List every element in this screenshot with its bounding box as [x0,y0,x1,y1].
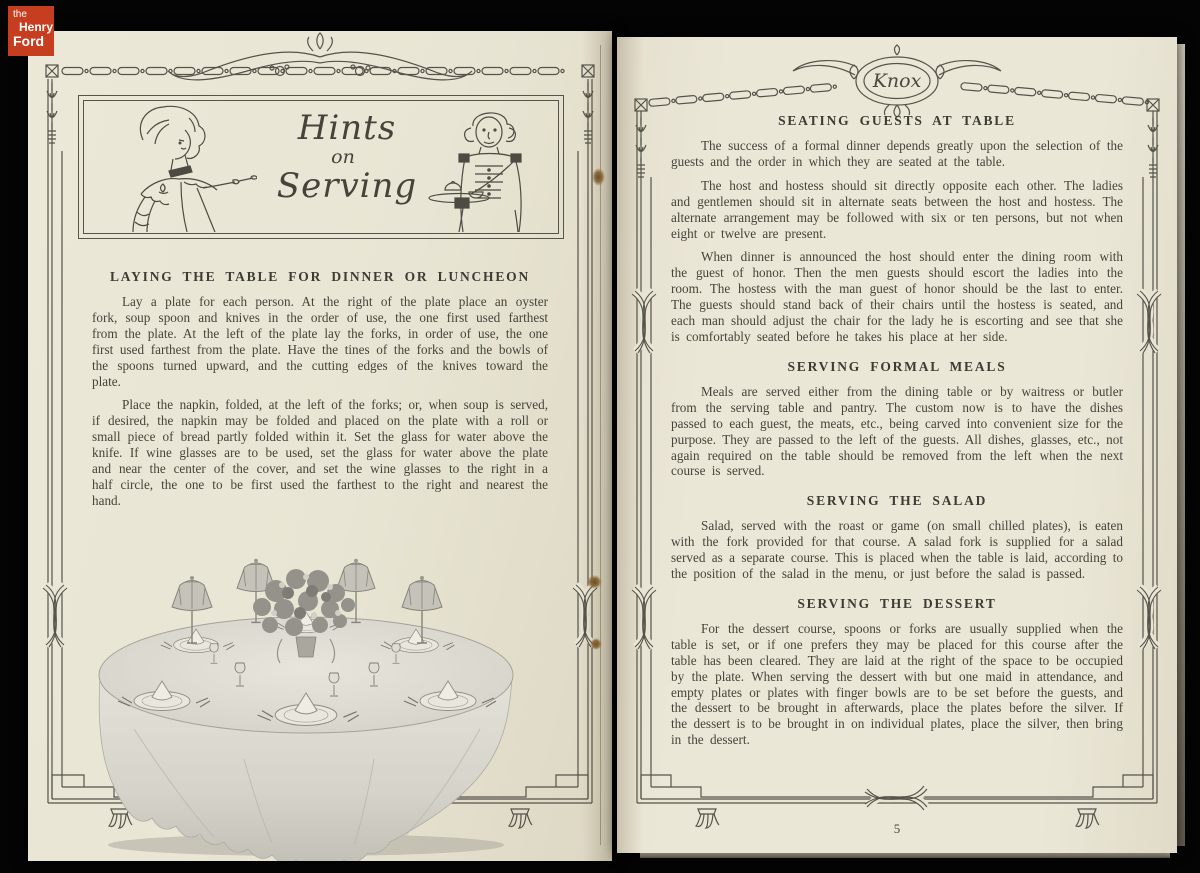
page-stack-edge-bottom [640,853,1170,858]
footman-illustration [425,102,555,234]
binding-stitch-spot [587,575,602,589]
section-heading-seating-guests: SEATING GUESTS AT TABLE [778,113,1016,128]
paragraph: Place the napkin, folded, at the left of the forks; or, when soup is served, if desired, the napkin may be folded and placed on the plate with a roll or small piece of bread partly folded within it. Set the glass for water above the knife. If wine glasses are to be used, set the glass for water above the plate and near the center of the cover, and set the wine glasses to the right in a half circle, the one to be first used the farthest to the right and nearest the hand. [92,397,548,508]
title-line-1: Hints [297,108,397,148]
watermark-the: the [13,9,27,20]
section-heading-laying-the-table: LAYING THE TABLE FOR DINNER OR LUNCHEON [109,269,530,284]
paragraph: Salad, served with the roast or game (on small chilled plates), is eaten with the fork provided for that course. A salad fork is supplied for a salad served as a separate course. This is placed when the table is laid, according to the position of the salad in the menu, or just before the salad is passed. [671,518,1123,582]
title-line-3: Serving [276,166,418,206]
watermark-ford: Ford [13,33,45,49]
paragraph: Lay a plate for each person. At the right of the plate place an oyster fork, soup spoon and knives in the order of use, the one first used farthest from the plate. At the left of the plate lay the forks, in order of use, the one first used farthest from the plate. Have the tines of the forks and the bowls of the spoons turned upward, and the cutting edges of the knives toward the plate. [92,294,548,389]
page-stack-edge [1177,44,1185,846]
set-table-photograph [44,529,568,861]
page-title [257,108,437,206]
right-page [617,37,1177,853]
henry-ford-watermark [8,6,54,56]
title-line-2: on [331,146,355,168]
page-number: 5 [893,821,901,836]
watermark-henry: Henry [19,20,54,34]
left-page-text-column [92,269,548,517]
binding-stitch-spot [590,638,602,650]
paragraph: When dinner is announced the host should enter the dining room with the guest of honor. Then the men guests should escort the ladies into the room. The hostess with the man guest of honor should be the last to enter. The guests should stand back of their chairs until the hostess is seated, and each man should adjust the chair for the lady he is escorting and see that she is comfortably seated before he takes his place at her side. [671,249,1123,344]
lady-illustration [85,100,257,234]
hints-on-serving-header-box [78,95,564,239]
left-page [28,31,612,861]
paragraph: Meals are served either from the dining table or by waitress or butler from the serving table and pantry. The custom now is to have the dishes passed to each guest, the meats, etc., being carved into convenient size for the purpose. They are passed to the left of the guests. All dishes, glasses, etc., not again required on the table should be removed from the left when the next course is served. [671,383,1123,479]
paragraph: For the dessert course, spoons or forks are usually supplied when the table is set, or if one prefers they may be placed for this course after the table has been cleared. They are laid at the right of the space to be occupied by the plate. When serving the dessert with but one maid in attendance, and empty plates or plates with finger bowls are to be set before the guests, and the dessert to be brought in afterwards, place the plates before the silver. If the dessert is to be brought in on individual plates, place the silver, then bring in the dessert. [671,620,1123,748]
binding-stitch-spot [592,168,605,186]
section-heading-serving-the-salad: SERVING THE SALAD [806,493,988,509]
right-page-text-column [671,113,1123,756]
binding-thread [600,45,601,845]
knox-brand-cartouche-text: Knox [872,70,922,92]
paragraph: The success of a formal dinner depends greatly upon the selection of the guests and the order in which they are seated at the table. [671,138,1123,169]
paragraph: The host and hostess should sit directly opposite each other. The ladies and gentlemen should sit in alternate seats between the host and hostess. The alternate arrangement may be followed with six or ten persons, but not when eight or twelve are present. [671,177,1123,241]
section-heading-serving-formal-meals: SERVING FORMAL MEALS [787,358,1007,374]
section-heading-serving-the-dessert: SERVING THE DESSERT [797,595,997,611]
